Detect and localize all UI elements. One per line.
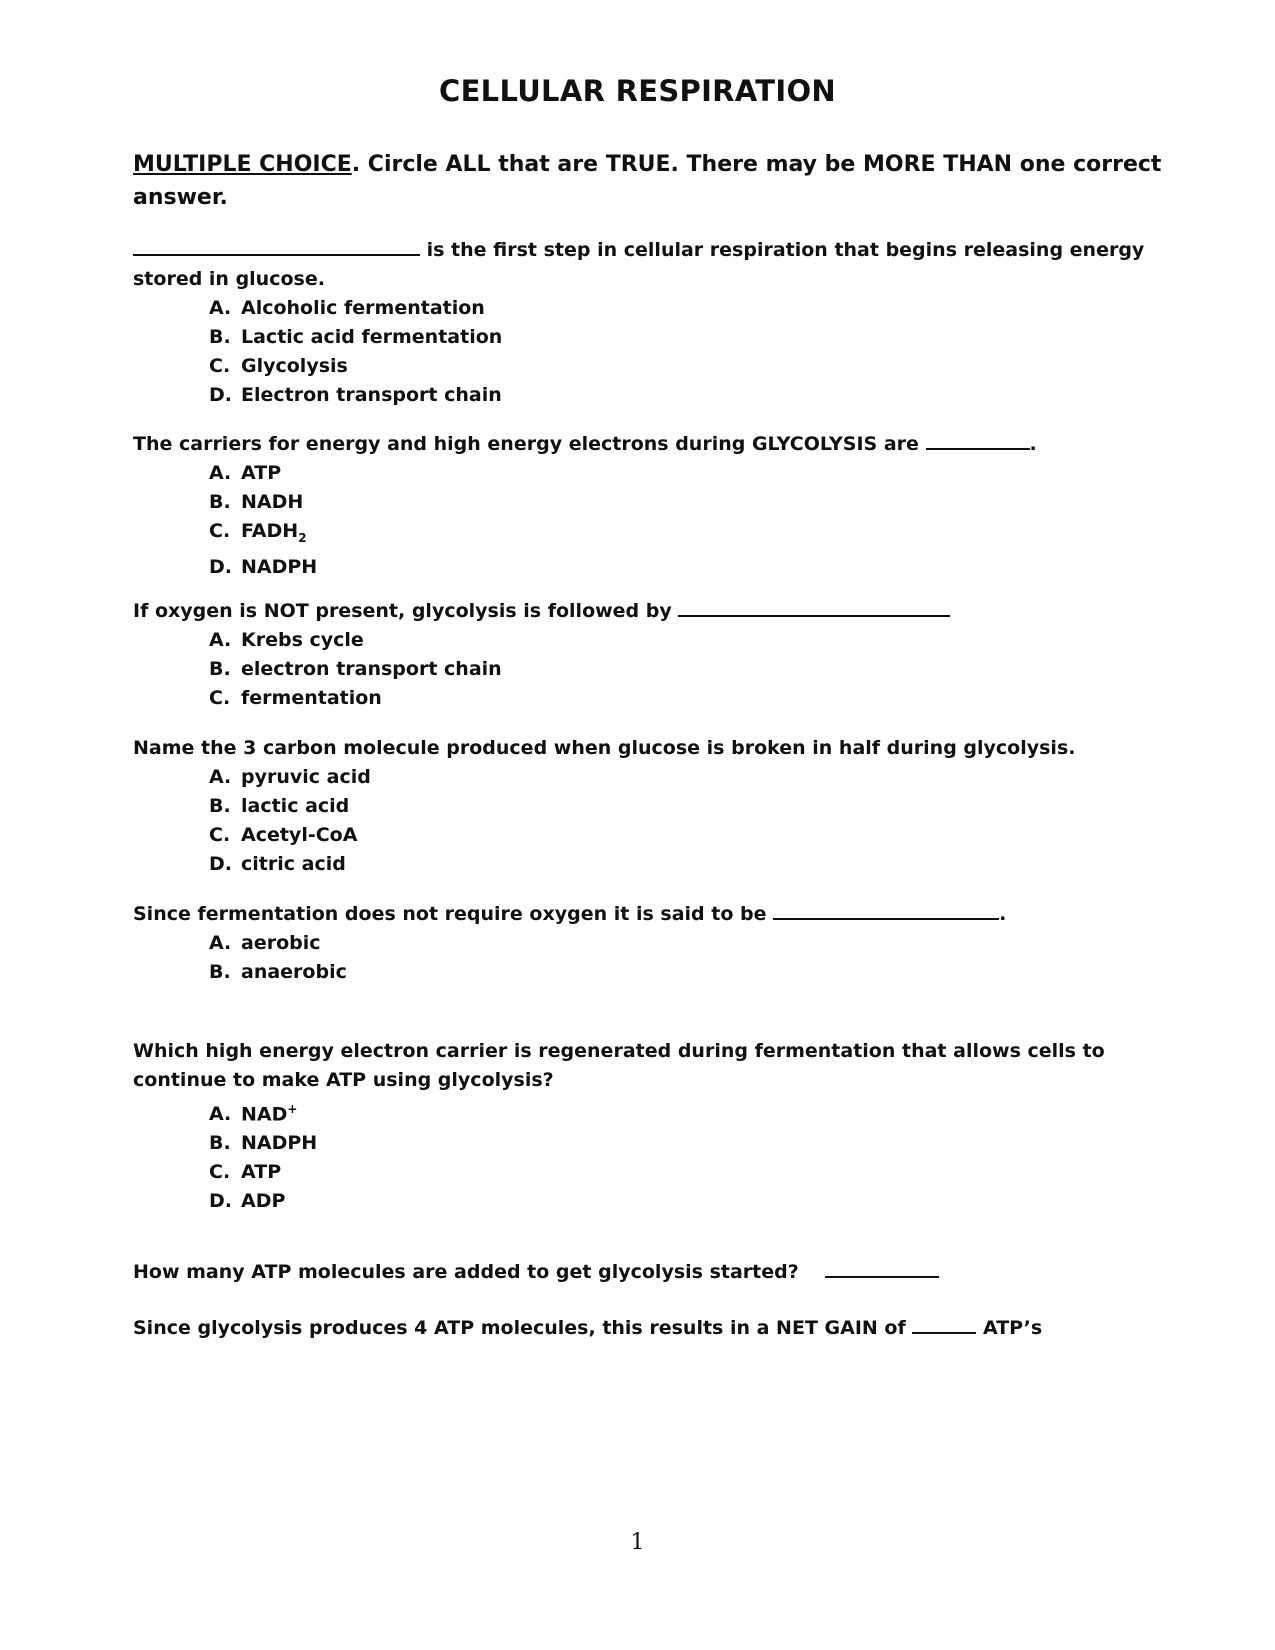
question-stem: Since glycolysis produces 4 ATP molecules, this results in a NET GAIN of ATP’s bbox=[133, 1314, 1178, 1343]
question-3 bbox=[133, 597, 1178, 713]
answer-options bbox=[133, 1095, 1178, 1216]
option-a[interactable]: A. pyruvic acid bbox=[209, 766, 371, 788]
option-a[interactable]: A. Alcoholic fermentation bbox=[209, 297, 485, 319]
option-b[interactable]: B. anaerobic bbox=[209, 961, 347, 983]
option-b[interactable]: B. Lactic acid fermentation bbox=[209, 326, 503, 348]
answer-options bbox=[133, 763, 1178, 879]
option-c[interactable]: C. fermentation bbox=[209, 687, 382, 709]
answer-blank[interactable] bbox=[773, 900, 999, 920]
page-title: CELLULAR RESPIRATION bbox=[438, 74, 836, 108]
option-c[interactable]: C. $FADH_2$ bbox=[209, 520, 307, 545]
answer-options bbox=[133, 459, 1178, 582]
question-stem: How many ATP molecules are added to get glycolysis started? bbox=[133, 1258, 1178, 1287]
option-c[interactable]: C. ATP bbox=[209, 1161, 282, 1184]
option-a[interactable]: A. Krebs cycle bbox=[209, 629, 364, 651]
answer-blank[interactable] bbox=[825, 1258, 939, 1278]
question-4 bbox=[133, 734, 1178, 879]
option-b[interactable]: B. NADPH bbox=[209, 1132, 318, 1155]
option-a[interactable]: A. NAD+ bbox=[209, 1102, 298, 1126]
page-number: 1 bbox=[630, 1530, 645, 1555]
question-5 bbox=[133, 900, 1178, 987]
answer-blank[interactable] bbox=[912, 1314, 976, 1334]
option-c[interactable]: C. Acetyl-CoA bbox=[209, 824, 358, 846]
question-stem: Which high energy electron carrier is regenerated during fermentation that allows cells to continue to make ATP using glycolysis? bbox=[133, 1040, 1105, 1091]
answer-blank[interactable] bbox=[133, 236, 420, 256]
question-stem: Name the 3 carbon molecule produced when glucose is broken in half during glycolysis. bbox=[133, 737, 1076, 759]
option-d[interactable]: D. NADPH bbox=[209, 555, 318, 578]
option-b[interactable]: B. electron transport chain bbox=[209, 658, 502, 680]
instructions-text: . Circle ALL that are TRUE. There may be MORE THAN one correct answer. bbox=[133, 152, 1162, 210]
option-b[interactable]: B. lactic acid bbox=[209, 795, 350, 817]
question-7 bbox=[133, 1258, 1178, 1287]
option-a[interactable]: A. ATP bbox=[209, 462, 282, 484]
answer-options bbox=[133, 294, 1178, 410]
answer-blank[interactable] bbox=[926, 430, 1030, 450]
answer-options bbox=[133, 929, 1178, 987]
option-d[interactable]: D. citric acid bbox=[209, 853, 346, 875]
option-a[interactable]: A. aerobic bbox=[209, 932, 321, 954]
question-6 bbox=[133, 1037, 1178, 1216]
question-stem: is the first step in cellular respiration that begins releasing energy stored in glucose. bbox=[133, 236, 1178, 294]
question-stem: The carriers for energy and high energy electrons during GLYCOLYSIS are . bbox=[133, 430, 1178, 459]
option-d[interactable]: D. ADP bbox=[209, 1190, 286, 1213]
option-c[interactable]: C. Glycolysis bbox=[209, 355, 348, 377]
question-1 bbox=[133, 236, 1178, 410]
instructions-heading: MULTIPLE CHOICE bbox=[133, 152, 352, 177]
answer-options bbox=[133, 626, 1178, 713]
instructions bbox=[133, 148, 1178, 214]
option-d[interactable]: D. Electron transport chain bbox=[209, 384, 502, 406]
question-2 bbox=[133, 430, 1178, 582]
answer-blank[interactable] bbox=[678, 597, 950, 617]
option-b[interactable]: B. NADH bbox=[209, 491, 304, 513]
question-stem: If oxygen is NOT present, glycolysis is followed by bbox=[133, 597, 1178, 626]
question-stem: Since fermentation does not require oxygen it is said to be . bbox=[133, 900, 1178, 929]
question-8 bbox=[133, 1314, 1178, 1343]
